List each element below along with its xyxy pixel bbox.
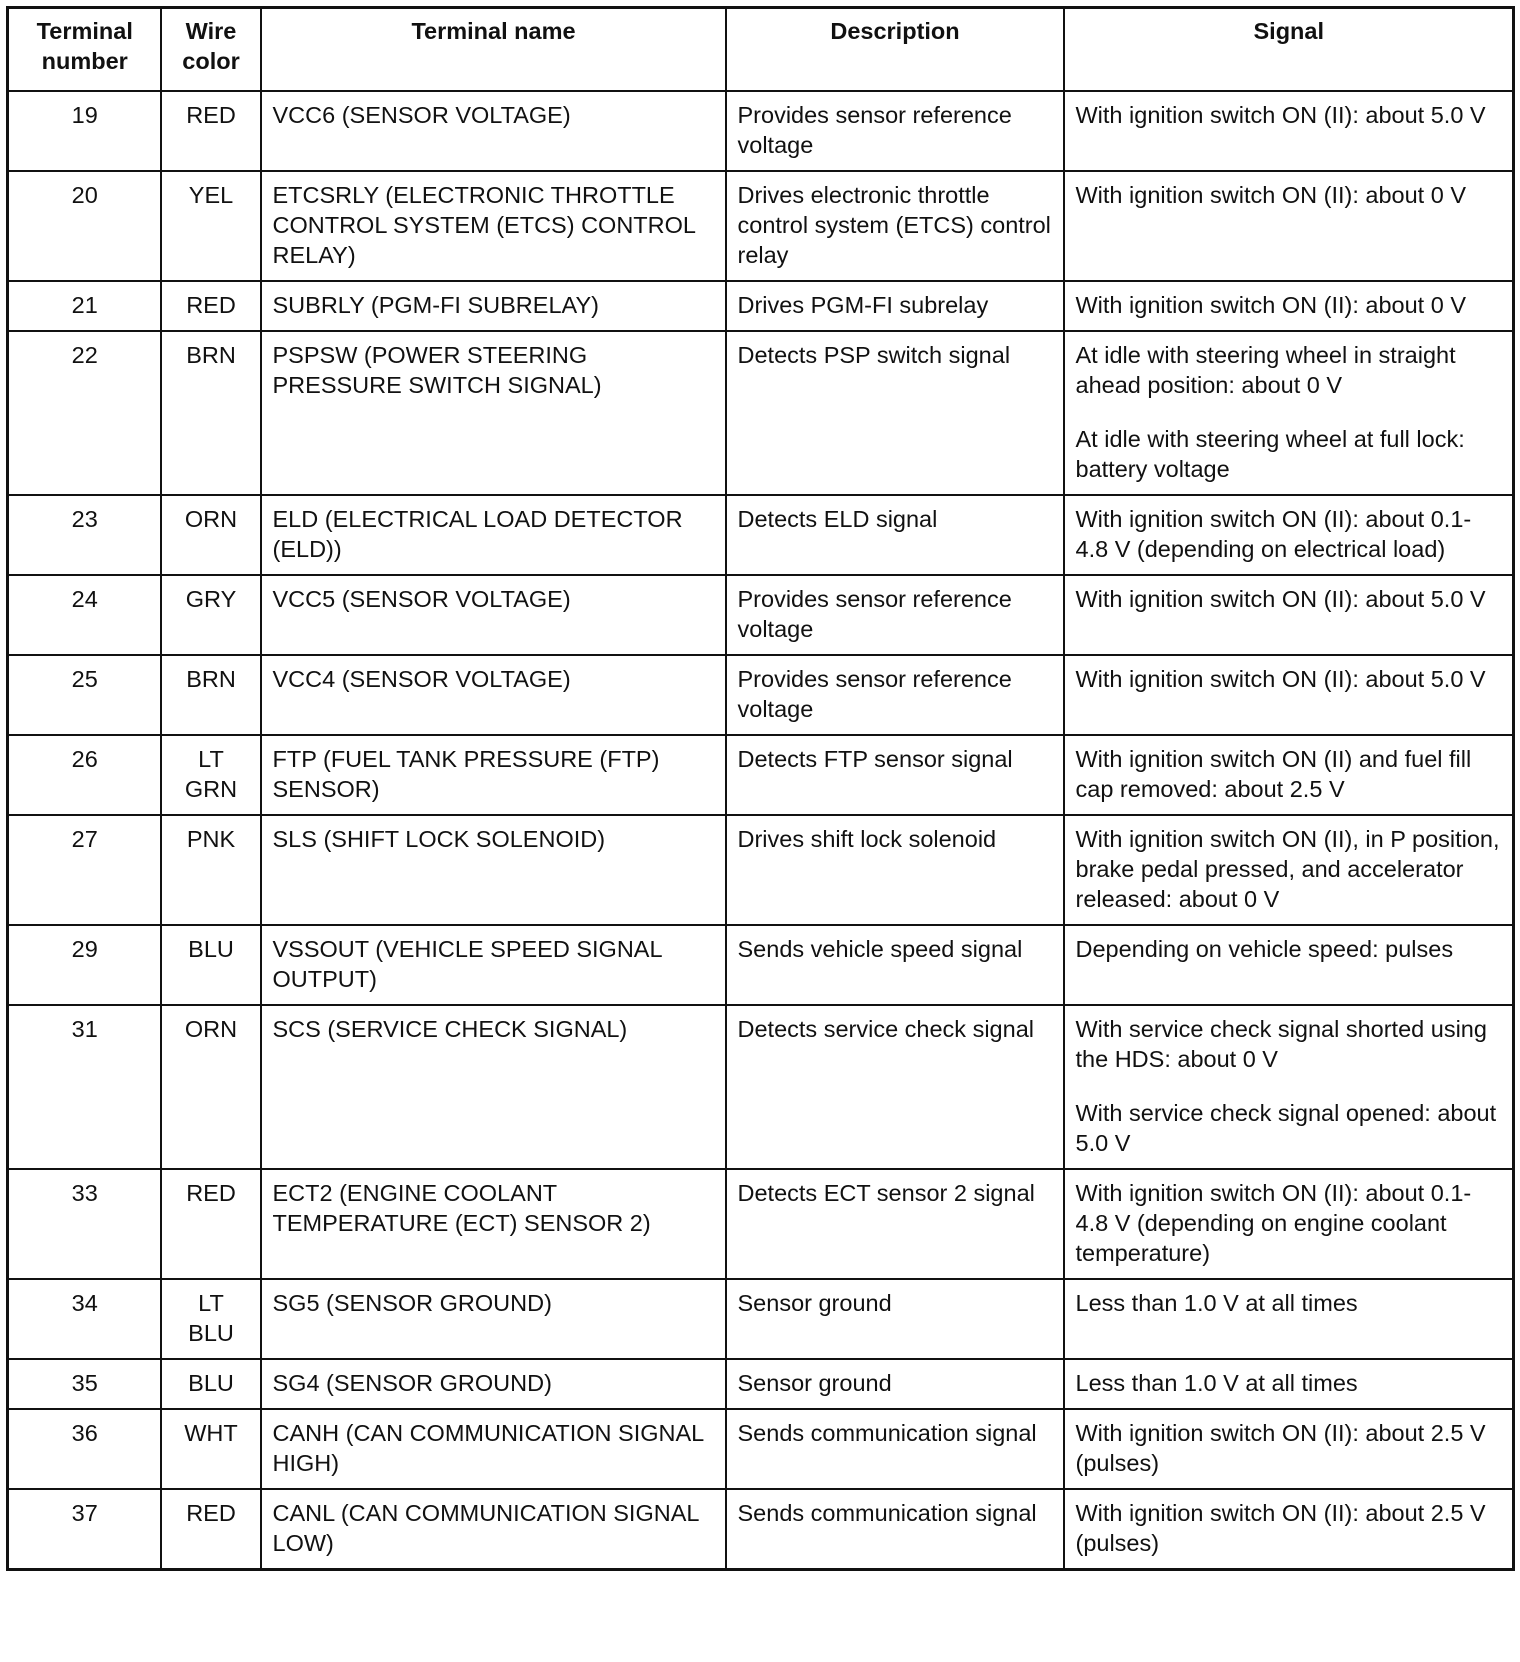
signal-cell (1064, 1359, 1514, 1409)
table-body (8, 91, 1514, 1570)
signal-line: With ignition switch ON (II): about 0 V (1075, 292, 1467, 318)
terminal-number-cell: 29 (8, 925, 161, 1005)
wire-color-cell: RED (161, 91, 261, 171)
header-terminal-number: Terminal number (8, 8, 161, 92)
terminal-name-cell: VCC6 (SENSOR VOLTAGE) (261, 91, 726, 171)
signal-line: Less than 1.0 V at all times (1075, 1290, 1358, 1316)
signal-cell (1064, 495, 1514, 575)
terminal-name-cell: ETCSRLY (ELECTRONIC THROTTLE CONTROL SYSTEM (ETCS) CONTROL RELAY) (261, 171, 726, 281)
wire-color-cell: LT GRN (161, 735, 261, 815)
terminal-name-cell: SUBRLY (PGM-FI SUBRELAY) (261, 281, 726, 331)
signal-line: At idle with steering wheel in straight ahead position: about 0 V (1075, 342, 1456, 398)
signal-cell (1064, 1005, 1514, 1169)
terminal-number-cell: 20 (8, 171, 161, 281)
signal-cell (1064, 1409, 1514, 1489)
header-wire-color: Wire color (161, 8, 261, 92)
terminal-number-cell: 34 (8, 1279, 161, 1359)
table-row (8, 1005, 1514, 1169)
description-cell: Provides sensor reference voltage (726, 655, 1064, 735)
header-signal: Signal (1064, 8, 1514, 92)
signal-line: At idle with steering wheel at full lock: battery voltage (1075, 426, 1465, 482)
description-cell: Drives PGM-FI subrelay (726, 281, 1064, 331)
table-row (8, 1169, 1514, 1279)
wire-color-cell: GRY (161, 575, 261, 655)
terminal-name-cell: VCC4 (SENSOR VOLTAGE) (261, 655, 726, 735)
terminal-number-cell: 35 (8, 1359, 161, 1409)
terminal-name-cell: CANL (CAN COMMUNICATION SIGNAL LOW) (261, 1489, 726, 1570)
terminal-number-cell: 24 (8, 575, 161, 655)
description-cell: Detects service check signal (726, 1005, 1064, 1169)
wire-color-cell: BRN (161, 331, 261, 495)
terminal-number-cell: 22 (8, 331, 161, 495)
terminal-name-cell: SG5 (SENSOR GROUND) (261, 1279, 726, 1359)
signal-line: With ignition switch ON (II): about 0 V (1075, 182, 1467, 208)
description-cell: Provides sensor reference voltage (726, 91, 1064, 171)
signal-cell (1064, 1279, 1514, 1359)
signal-cell (1064, 331, 1514, 495)
wire-color-cell: LT BLU (161, 1279, 261, 1359)
signal-cell (1064, 735, 1514, 815)
signal-cell (1064, 281, 1514, 331)
signal-line: With ignition switch ON (II): about 5.0 V (1075, 586, 1486, 612)
terminal-name-cell: ECT2 (ENGINE COOLANT TEMPERATURE (ECT) SENSOR 2) (261, 1169, 726, 1279)
table-row (8, 1359, 1514, 1409)
terminal-number-cell: 36 (8, 1409, 161, 1489)
signal-cell (1064, 655, 1514, 735)
description-cell: Sensor ground (726, 1279, 1064, 1359)
terminal-name-cell: FTP (FUEL TANK PRESSURE (FTP) SENSOR) (261, 735, 726, 815)
table-row (8, 575, 1514, 655)
wire-color-cell: RED (161, 1489, 261, 1570)
description-cell: Drives shift lock solenoid (726, 815, 1064, 925)
signal-line: With ignition switch ON (II): about 0.1-4.8 V (depending on engine coolant temperature) (1075, 1180, 1472, 1266)
signal-cell (1064, 815, 1514, 925)
wire-color-cell: WHT (161, 1409, 261, 1489)
signal-line: With ignition switch ON (II): about 2.5 V (pulses) (1075, 1420, 1486, 1476)
signal-line: With service check signal shorted using the HDS: about 0 V (1075, 1016, 1487, 1072)
description-cell: Sends communication signal (726, 1409, 1064, 1489)
signal-line: With ignition switch ON (II): about 5.0 V (1075, 102, 1486, 128)
wire-color-cell: BLU (161, 1359, 261, 1409)
signal-line: With ignition switch ON (II): about 2.5 V (pulses) (1075, 1500, 1486, 1556)
wire-color-cell: ORN (161, 1005, 261, 1169)
description-cell: Detects ECT sensor 2 signal (726, 1169, 1064, 1279)
description-cell: Sends vehicle speed signal (726, 925, 1064, 1005)
description-cell: Detects PSP switch signal (726, 331, 1064, 495)
signal-line: Less than 1.0 V at all times (1075, 1370, 1358, 1396)
terminal-number-cell: 23 (8, 495, 161, 575)
signal-line: With ignition switch ON (II): about 0.1-4.8 V (depending on electrical load) (1075, 506, 1472, 562)
signal-cell (1064, 1169, 1514, 1279)
terminal-table (6, 6, 1515, 1571)
wire-color-cell: ORN (161, 495, 261, 575)
table-row (8, 91, 1514, 171)
description-cell: Detects FTP sensor signal (726, 735, 1064, 815)
signal-line: With ignition switch ON (II) and fuel fill cap removed: about 2.5 V (1075, 746, 1472, 802)
table-row (8, 495, 1514, 575)
terminal-number-cell: 19 (8, 91, 161, 171)
wire-color-cell: YEL (161, 171, 261, 281)
signal-cell (1064, 1489, 1514, 1570)
wire-color-cell: PNK (161, 815, 261, 925)
signal-cell (1064, 925, 1514, 1005)
signal-line: With service check signal opened: about 5.0 V (1075, 1100, 1497, 1156)
terminal-name-cell: SLS (SHIFT LOCK SOLENOID) (261, 815, 726, 925)
description-cell: Drives electronic throttle control system (ETCS) control relay (726, 171, 1064, 281)
table-row (8, 815, 1514, 925)
signal-cell (1064, 575, 1514, 655)
terminal-name-cell: VCC5 (SENSOR VOLTAGE) (261, 575, 726, 655)
terminal-name-cell: ELD (ELECTRICAL LOAD DETECTOR (ELD)) (261, 495, 726, 575)
table-row (8, 1489, 1514, 1570)
table-row (8, 171, 1514, 281)
terminal-number-cell: 26 (8, 735, 161, 815)
signal-cell (1064, 91, 1514, 171)
header-terminal-name: Terminal name (261, 8, 726, 92)
wire-color-cell: BRN (161, 655, 261, 735)
terminal-name-cell: SCS (SERVICE CHECK SIGNAL) (261, 1005, 726, 1169)
table-row (8, 655, 1514, 735)
table-row (8, 1409, 1514, 1489)
table-row (8, 925, 1514, 1005)
table-row (8, 281, 1514, 331)
table-row (8, 735, 1514, 815)
table-row (8, 1279, 1514, 1359)
terminal-name-cell: PSPSW (POWER STEERING PRESSURE SWITCH SIGNAL) (261, 331, 726, 495)
terminal-name-cell: SG4 (SENSOR GROUND) (261, 1359, 726, 1409)
terminal-number-cell: 37 (8, 1489, 161, 1570)
table-row (8, 331, 1514, 495)
table-header-row (8, 8, 1514, 92)
wire-color-cell: RED (161, 281, 261, 331)
terminal-name-cell: VSSOUT (VEHICLE SPEED SIGNAL OUTPUT) (261, 925, 726, 1005)
terminal-number-cell: 21 (8, 281, 161, 331)
signal-line: With ignition switch ON (II): about 5.0 V (1075, 666, 1486, 692)
description-cell: Detects ELD signal (726, 495, 1064, 575)
signal-line: With ignition switch ON (II), in P position, brake pedal pressed, and accelerator released: about 0 V (1075, 826, 1500, 912)
terminal-number-cell: 27 (8, 815, 161, 925)
terminal-number-cell: 31 (8, 1005, 161, 1169)
wire-color-cell: BLU (161, 925, 261, 1005)
terminal-name-cell: CANH (CAN COMMUNICATION SIGNAL HIGH) (261, 1409, 726, 1489)
header-description: Description (726, 8, 1064, 92)
description-cell: Provides sensor reference voltage (726, 575, 1064, 655)
description-cell: Sensor ground (726, 1359, 1064, 1409)
terminal-number-cell: 25 (8, 655, 161, 735)
terminal-number-cell: 33 (8, 1169, 161, 1279)
description-cell: Sends communication signal (726, 1489, 1064, 1570)
signal-line: Depending on vehicle speed: pulses (1075, 936, 1454, 962)
wire-color-cell: RED (161, 1169, 261, 1279)
signal-cell (1064, 171, 1514, 281)
